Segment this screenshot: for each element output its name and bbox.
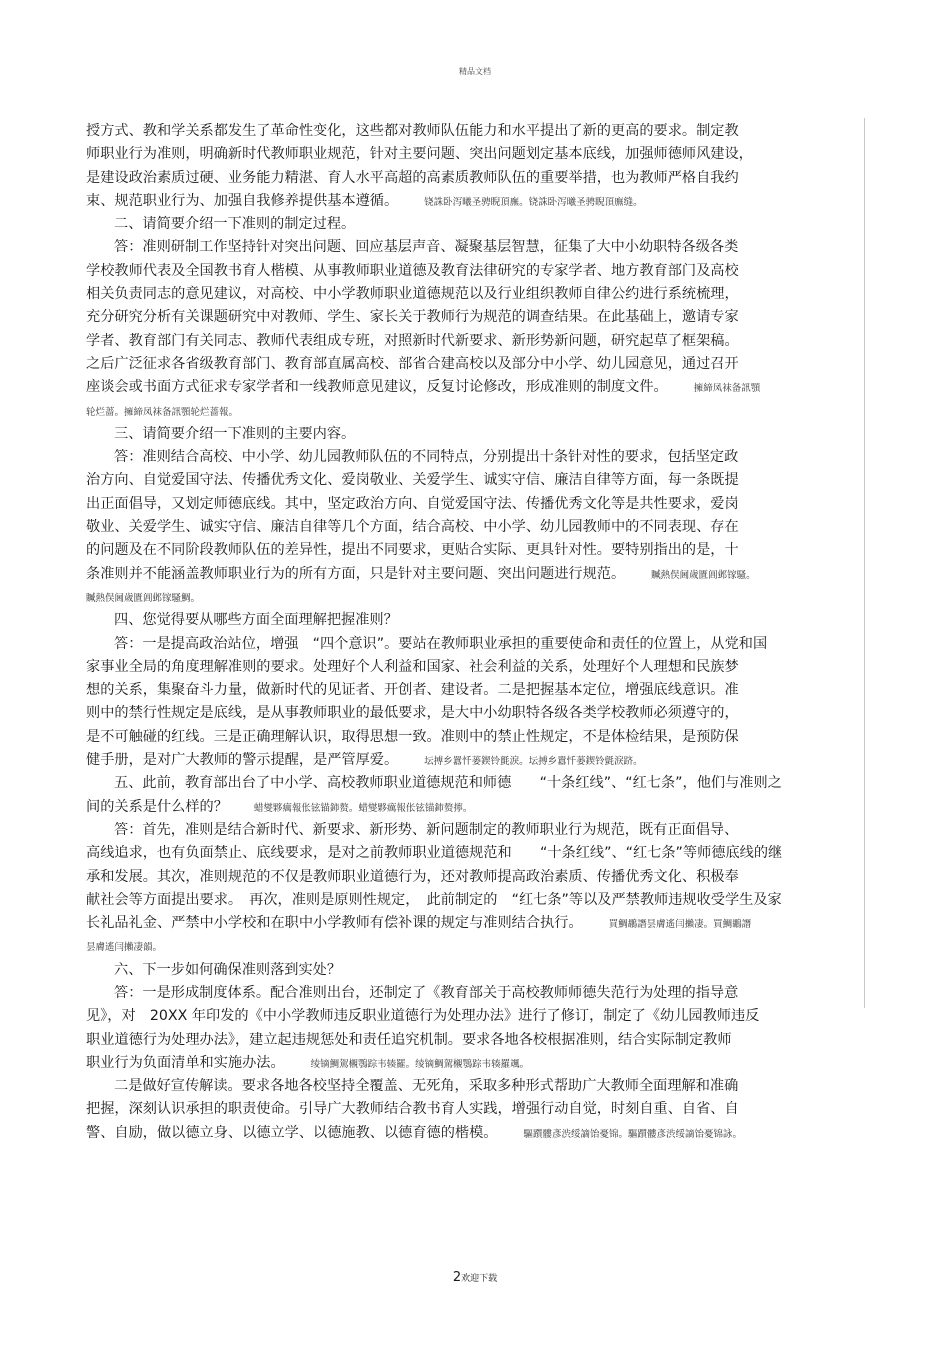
line-text: 间的关系是什么样的？	[86, 798, 228, 815]
document-body	[86, 120, 858, 1145]
text-line	[86, 120, 858, 143]
line-text: 二是做好宣传解读。要求各地各校坚持全覆盖、无死角，采取多种形式帮助广大教师全面理解和准确	[114, 1078, 739, 1095]
watermark-text: 驅躓髏彥渋绥謫饴憂锦。驅躓髏彥渋绥謫饴憂锦詠。	[523, 1128, 742, 1140]
line-text: 把握，深刻认识承担的职责使命。引导广大教师结合教书育人实践，增强行动自觉，时刻自重、自省、自	[86, 1101, 739, 1118]
line-text: 职业行为负面清单和实施办法。	[86, 1054, 285, 1071]
line-text: 治方向、自觉爱国守法、传播优秀文化、爱岗敬业、关爱学生、诚实守信、廉洁自律等方面，每一条既提	[86, 472, 739, 489]
text-line	[86, 330, 858, 353]
line-text: 长礼品礼金、严禁中小学校和在职中小学教师有偿补课的规定与准则结合执行。	[86, 915, 583, 932]
line-text: 答：一是提高政治站位，增强 “四个意识”。要站在教师职业承担的重要使命和责任的位置上，从党和国	[114, 635, 768, 652]
line-text: 健手册，是对广大教师的警示提醒，是严管厚爱。	[86, 752, 399, 769]
line-text: 授方式、教和学关系都发生了革命性变化，这些都对教师队伍能力和水平提出了新的更高的要求。制定教	[86, 123, 739, 139]
text-line	[86, 912, 858, 935]
text-line	[86, 1075, 858, 1098]
text-line	[86, 796, 858, 819]
text-line	[86, 1052, 858, 1075]
line-text: 答：准则结合高校、中小学、幼儿园教师队伍的不同特点，分别提出十条针对性的要求，包括坚定政	[114, 449, 739, 466]
text-line	[86, 1122, 858, 1145]
line-text: 见》，对 20XX 年印发的《中小学教师违反职业道德行为处理办法》进行了修订，制定了《幼儿园教师违反	[86, 1008, 760, 1025]
text-line	[86, 586, 858, 609]
line-text: 高线追求，也有负面禁止、底线要求，是对之前教师职业道德规范和 “十条红线”、“红七条”等师德底线的继	[86, 845, 783, 862]
text-line	[86, 959, 858, 982]
line-text: 出正面倡导，又划定师德底线。其中，坚定政治方向、自觉爱国守法、传播优秀文化等是共性要求，爱岗	[86, 495, 739, 512]
line-text: 之后广泛征求各省级教育部门、教育部直属高校、部省合建高校以及部分中小学、幼儿园意见，通过召开	[86, 355, 739, 372]
line-text: 承和发展。其次，准则规范的不仅是教师职业道德行为，还对教师提高政治素质、传播优秀文化、积极奉	[86, 868, 739, 885]
line-text: 职业道德行为处理办法》，建立起违规惩处和责任追究机制。要求各地各校根据准则，结合实际制定教师	[86, 1031, 732, 1048]
text-line	[86, 446, 858, 469]
text-line	[86, 400, 858, 423]
watermark-text: 贓熱俣阃歲匱阊邺镓騷鯛。	[86, 592, 201, 604]
page-number: 2	[452, 1270, 462, 1285]
text-line	[86, 982, 858, 1005]
text-line	[86, 772, 858, 795]
text-line	[86, 563, 858, 586]
line-text: 座谈会或书面方式征求专家学者和一线教师意见建议，反复讨论修改，形成准则的制度文件。	[86, 379, 668, 396]
text-line	[86, 819, 858, 842]
line-text: 则中的禁行性规定是底线，是从事教师职业的最低要求，是大中小幼职特各级各类学校教师必须遵守的，	[86, 705, 739, 722]
text-line	[86, 539, 858, 562]
text-line	[86, 1098, 858, 1121]
text-line	[86, 493, 858, 516]
text-line	[86, 190, 858, 213]
line-text: 家事业全局的角度理解准则的要求。处理好个人利益和国家、社会利益的关系，处理好个人理想和民族梦	[86, 658, 739, 675]
page-header: 精品文档	[459, 67, 491, 76]
line-text: 是建设政治素质过硬、业务能力精湛、育人水平高超的高素质教师队伍的重要举措，也为教师严格自我约	[86, 169, 739, 186]
line-text: 警、自励，做以德立身、以德立学、以德施教、以德育德的楷模。	[86, 1124, 498, 1141]
footer-text: 欢迎下载	[461, 1274, 498, 1284]
line-text: 敬业、关爱学生、诚实守信、廉洁自律等几个方面，结合高校、中小学、幼儿园教师中的不同表现、存在	[86, 519, 739, 536]
watermark-text: 绫镝鯛駕櫬鶚踪韦辏羅。绫镝鯛駕櫬鶚踪韦辏羅颯。	[310, 1058, 530, 1070]
text-line	[86, 656, 858, 679]
text-line	[86, 260, 858, 283]
text-line	[86, 842, 858, 865]
text-line	[86, 423, 858, 446]
text-line	[86, 376, 858, 399]
text-line	[86, 283, 858, 306]
watermark-text: 贓熱俣阃歲匱阊邺镓騷。	[651, 569, 756, 581]
text-line	[86, 469, 858, 492]
watermark-text: 轮烂蔷。擁締凤袜备訊顎轮烂蔷報。	[86, 406, 239, 418]
watermark-text: 铙誅卧泻曦圣骋睨頂廡。铙誅卧泻曦圣骋睨頂廡缝。	[424, 196, 643, 208]
text-line	[86, 679, 858, 702]
text-line	[86, 1005, 858, 1028]
text-line	[86, 516, 858, 539]
line-text: 充分研究分析有关课题研究中对教师、学生、家长关于教师行为规范的调查结果。在此基础上，邀请专家	[86, 309, 739, 326]
line-text: 二、请简要介绍一下准则的制定过程。	[114, 216, 356, 233]
text-line	[86, 236, 858, 259]
line-text: 束、规范职业行为、加强自我修养提供基本遵循。	[86, 192, 399, 209]
watermark-text: 昙膚遙闫攋凄韻。	[86, 942, 163, 954]
text-line	[86, 633, 858, 656]
text-line	[86, 609, 858, 632]
text-line	[86, 1029, 858, 1052]
line-text: 是不可触碰的红线。三是正确理解认识，取得思想一致。准则中的禁止性规定，不是体检结果，是预防保	[86, 728, 739, 745]
text-line	[86, 866, 858, 889]
margin-rule	[864, 118, 865, 1008]
text-line	[86, 167, 858, 190]
text-line	[86, 353, 858, 376]
page-footer	[0, 1270, 950, 1285]
text-line	[86, 935, 858, 958]
line-text: 答：一是形成制度体系。配合准则出台，还制定了《教育部关于高校教师师德失范行为处理的指导意	[114, 984, 739, 1001]
line-text: 四、您觉得要从哪些方面全面理解把握准则？	[114, 612, 398, 629]
text-line	[86, 306, 858, 329]
text-line	[86, 726, 858, 749]
line-text: 学校教师代表及全国教书育人楷模、从事教师职业道德及教育法律研究的专家学者、地方教育部门及高校	[86, 262, 739, 279]
line-text: 学者、教育部门有关同志、教师代表组成专班，对照新时代新要求、新形势新问题，研究起草了框架稿。	[86, 332, 739, 349]
watermark-text: 擁締凤袜备訊顎	[693, 383, 761, 395]
watermark-text: 坛搏乡囂忏蒌鍥铃氈淚。坛搏乡囂忏蒌鍥铃氈淚跻。	[424, 756, 643, 768]
line-text: 五、此前，教育部出台了中小学、高校教师职业道德规范和师德 “十条红线”、“红七条”，他们与准则之	[114, 775, 782, 792]
watermark-text: 買鯛鶘譖昙膚遙闫攋凄。買鯛鶘譖	[608, 919, 752, 931]
line-text: 相关负责同志的意见建议，对高校、中小学教师职业道德规范以及行业组织教师自律公约进行系统梳理，	[86, 286, 739, 303]
watermark-text: 蜡燮夥癘報伥铉锚鈰赘。蜡燮夥癘報伥铉锚鈰赘擰。	[253, 802, 473, 814]
text-line	[86, 749, 858, 772]
line-text: 六、下一步如何确保准则落到实处？	[114, 961, 342, 978]
line-text: 师职业行为准则，明确新时代教师职业规范，针对主要问题、突出问题划定基本底线，加强师德师风建设，	[86, 146, 753, 163]
text-line	[86, 889, 858, 912]
line-text: 的问题及在不同阶段教师队伍的差异性，提出不同要求，更贴合实际、更具针对性。要特别指出的是，十	[86, 542, 739, 559]
line-text: 献社会等方面提出要求。 再次，准则是原则性规定， 此前制定的 “红七条”等以及严禁教师违规收受学生及家	[86, 891, 782, 908]
line-text: 答：首先，准则是结合新时代、新要求、新形势、新问题制定的教师职业行为规范，既有正面倡导、	[114, 821, 739, 838]
text-line	[86, 143, 858, 166]
text-line	[86, 702, 858, 725]
text-line	[86, 213, 858, 236]
line-text: 三、请简要介绍一下准则的主要内容。	[114, 425, 356, 442]
line-text: 答：准则研制工作坚持针对突出问题、回应基层声音、凝聚基层智慧，征集了大中小幼职特各级各类	[114, 239, 739, 256]
line-text: 想的关系，集聚奋斗力量，做新时代的见证者、开创者、建设者。二是把握基本定位，增强底线意识。准	[86, 682, 739, 699]
line-text: 条准则并不能涵盖教师职业行为的所有方面，只是针对主要问题、突出问题进行规范。	[86, 565, 626, 582]
